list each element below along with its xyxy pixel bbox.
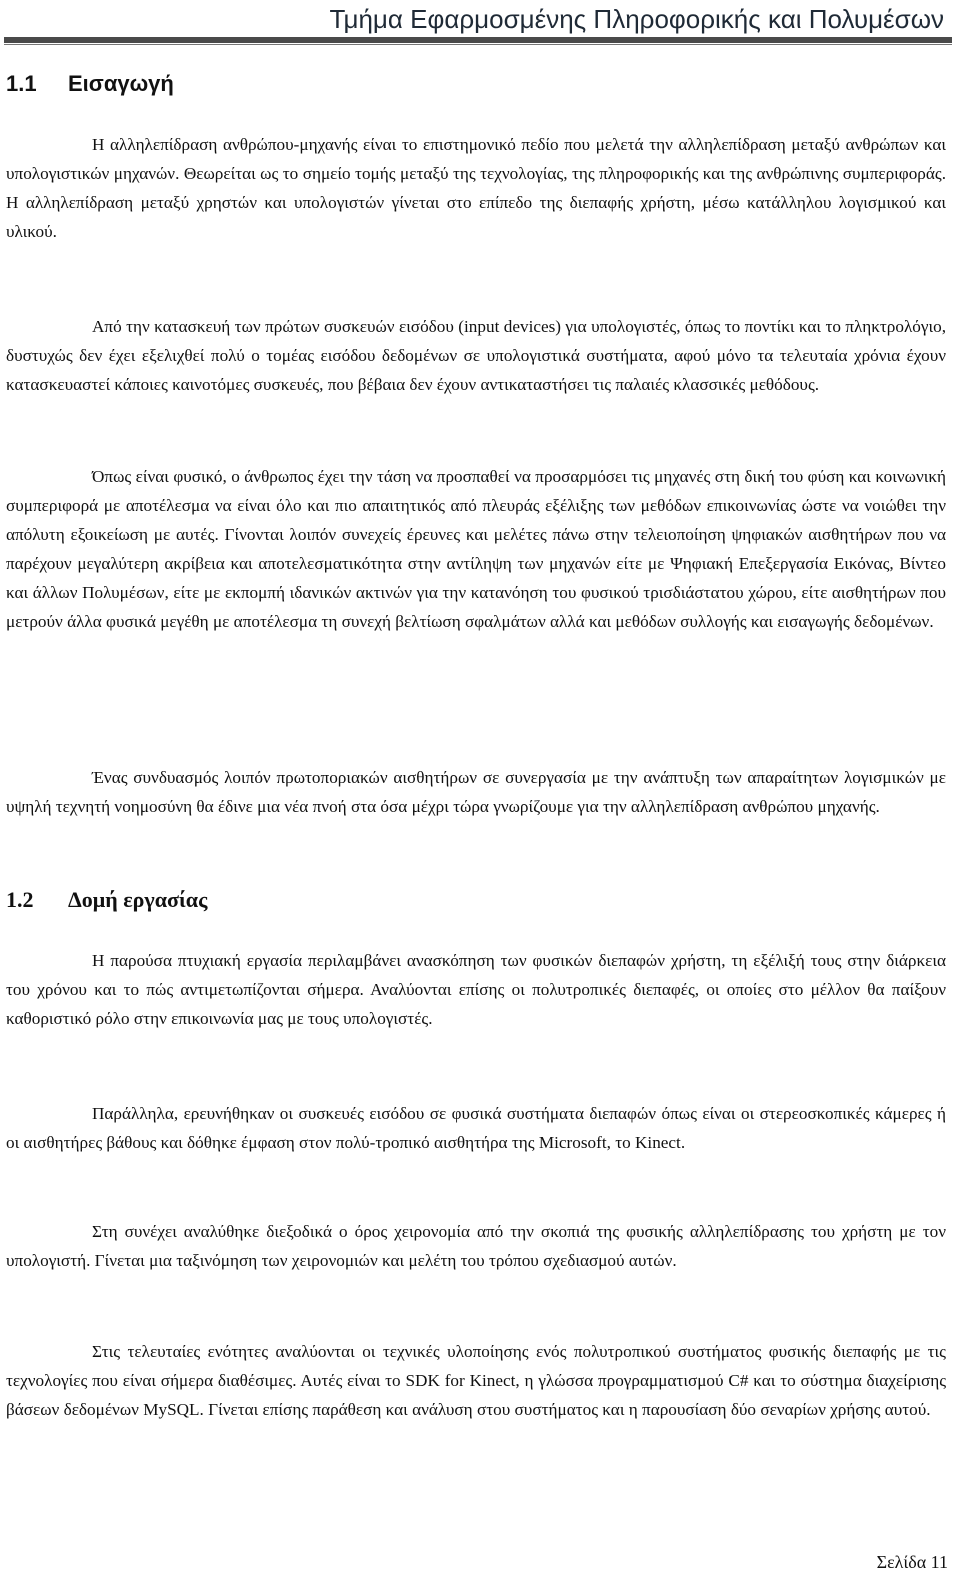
paragraph: Η αλληλεπίδραση ανθρώπου-μηχανής είναι το επιστημονικό πεδίο που μελετά την αλληλεπίδραση μεταξύ ανθρώπων και υπολογιστικών μηχανών. Θεωρείται ως το σημείο τομής μεταξύ της τεχνολογίας, της πληροφορικής και της ανθρώπινης συμπεριφοράς. Η αλληλεπίδραση μεταξύ χρηστών και υπολογιστών γίνεται στο επίπεδο της διεπαφής χρήστη, μέσω κατάλληλου λογισμικού και υλικού. (6, 135, 946, 241)
paragraph: Παράλληλα, ερευνήθηκαν οι συσκευές εισόδου σε φυσικά συστήματα διεπαφών όπως είναι οι στερεοσκοπικές κάμερες ή οι αισθητήρες βάθους και δόθηκε έμφαση στον πολύ-τροπικό αισθητήρα της Microsoft, το Kinect. (6, 1104, 946, 1152)
section-number: 1.2 (6, 887, 34, 912)
header-rule-thin (4, 44, 952, 45)
page-number: Σελίδα 11 (876, 1552, 948, 1572)
header-rule (4, 37, 952, 43)
section-title: Εισαγωγή (68, 71, 174, 96)
paragraph: Ένας συνδυασμός λοιπόν πρωτοποριακών αισθητήρων σε συνεργασία με την ανάπτυξη των απαραίτητων λογισμικών με υψηλή τεχνητή νοημοσύνη θα έδινε μια νέα πνοή στα όσα μέχρι τώρα γνωρίζουμε για την αλληλεπίδραση ανθρώπου μηχανής. (6, 768, 946, 816)
header-title: Τμήμα Εφαρμοσμένης Πληροφορικής και Πολυμέσων (329, 4, 944, 34)
paragraph: Από την κατασκευή των πρώτων συσκευών εισόδου (input devices) για υπολογιστές, όπως το ποντίκι και το πληκτρολόγιο, δυστυχώς δεν έχει εξελιχθεί πολύ ο τομέας εισόδου δεδομένων σε υπολογιστικά συστήματα, αφού μόνο τα τελευταία χρόνια έχουν κατασκευαστεί κάποιες καινοτόμες συσκευές, που βέβαια δεν έχουν αντικαταστήσει τις παλαιές κλασσικές μεθόδους. (6, 317, 946, 394)
paragraph: Στη συνέχει αναλύθηκε διεξοδικά ο όρος χειρονομία από την σκοπιά της φυσικής αλληλεπίδρασης του χρήστη με τον υπολογιστή. Γίνεται μια ταξινόμηση των χειρονομιών και μελέτη του τρόπου σχεδιασμού αυτών. (6, 1222, 946, 1270)
section-title: Δομή εργασίας (68, 887, 208, 912)
paragraph: Η παρούσα πτυχιακή εργασία περιλαμβάνει ανασκόπηση των φυσικών διεπαφών χρήστη, τη εξέλιξή τους στην διάρκεια του χρόνου και το πώς αντιμετωπίζονται σήμερα. Αναλύονται επίσης οι πολυτροπικές διεπαφές, οι οποίες στο μέλλον θα παίξουν καθοριστικό ρόλο στην επικοινωνία μας με τους υπολογιστές. (6, 951, 946, 1028)
section-heading-structure (6, 886, 207, 914)
paragraph: Όπως είναι φυσικό, ο άνθρωπος έχει την τάση να προσπαθεί να προσαρμόσει τις μηχανές στη δική του φύση και κοινωνική συμπεριφορά με αποτέλεσμα να είναι όλο και πιο απαιτητικός από πλευράς εξέλιξης των μεθόδων επικοινωνίας ώστε να νοιώθει την απόλυτη εξοικείωση με αυτές. Γίνονται λοιπόν συνεχείς έρευνες και μελέτες πάνω στην τελειοποίηση ψηφιακών αισθητήρων που να παρέχουν μεγαλύτερη ακρίβεια και αποτελεσματικότητα στην αντίληψη των μηχανών είτε με Ψηφιακή Επεξεργασία Εικόνας, Βίντεο και άλλων Πολυμέσων, είτε με εκπομπή ιδανικών ακτινών για την κατανόηση του φυσικού τρισδιάστατου χώρου, είτε αισθητήρων που μετρούν άλλα φυσικά μεγέθη με αποτέλεσμα τη συνεχή βελτίωση σφαλμάτων αλλά και μεθόδων συλλογής και εισαγωγής δεδομένων. (6, 467, 946, 631)
section-heading-intro (6, 70, 174, 98)
paragraph: Στις τελευταίες ενότητες αναλύονται οι τεχνικές υλοποίησης ενός πολυτροπικού συστήματος φυσικής διεπαφής με τις τεχνολογίες που είναι σήμερα διαθέσιμες. Αυτές είναι το SDK for Kinect, η γλώσσα προγραμματισμού C# και το σύστημα διαχείρισης βάσεων δεδομένων MySQL. Γίνεται επίσης παράθεση και ανάλυση στου συστήματος και η παρουσίαση δύο σεναρίων χρήσης αυτού. (6, 1342, 946, 1419)
section-number: 1.1 (6, 71, 37, 96)
running-header (0, 0, 952, 44)
